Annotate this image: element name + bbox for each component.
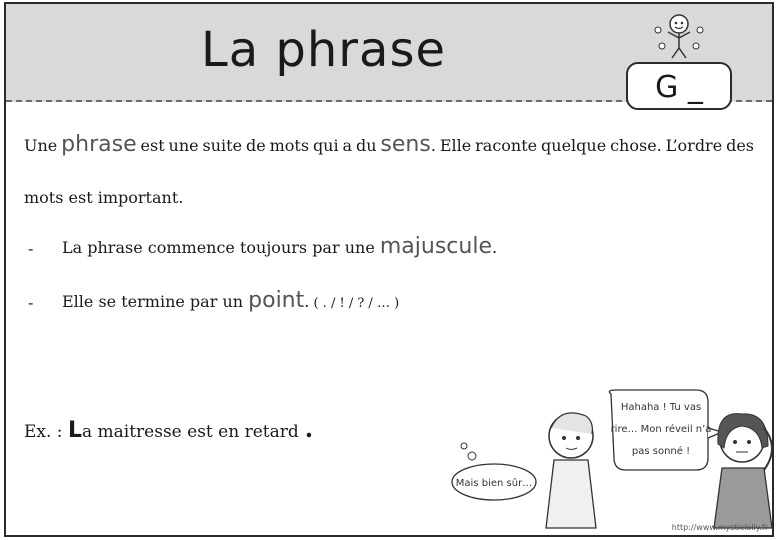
example-label: Ex. : xyxy=(24,422,68,442)
definition-word: suite xyxy=(202,136,243,155)
bubble-right-line-3: pas sonné ! xyxy=(631,446,691,457)
definition-word: qui xyxy=(312,136,339,155)
bubble-right-line-1: Hahaha ! Tu vas xyxy=(620,402,702,413)
punctuation-marks: ( . / ! / ? / … ) xyxy=(309,296,400,311)
keyword-sens: sens xyxy=(380,132,431,157)
rule-uppercase xyxy=(62,234,497,259)
teacher-student-illustration xyxy=(446,388,774,530)
page-title: La phrase xyxy=(201,22,446,78)
bubble-right-line-2: rire… Mon réveil n’a xyxy=(610,424,712,435)
definition-word: de xyxy=(245,136,266,155)
definition-word: raconte xyxy=(475,136,538,155)
keyword-sens-group xyxy=(380,132,436,157)
rule-dash: - xyxy=(28,239,34,258)
mascot-icon xyxy=(644,8,714,60)
rule-text: Elle se termine par un xyxy=(62,292,249,311)
definition-word: du xyxy=(355,136,377,155)
definition-line-2: mots est important. xyxy=(24,188,184,207)
rule-dash: - xyxy=(28,293,34,312)
definition-word: a xyxy=(342,136,353,155)
definition-word: . xyxy=(430,136,436,155)
example-end-mark: . xyxy=(304,414,314,443)
definition-word: mots xyxy=(269,136,310,155)
definition-word: Une xyxy=(24,136,58,155)
example-capital: L xyxy=(67,418,82,443)
lesson-code-badge: G _ xyxy=(626,62,732,110)
definition-word: des xyxy=(726,136,754,155)
definition-word: est xyxy=(140,136,165,155)
definition-word: chose. xyxy=(610,136,662,155)
bubble-left-text: Mais bien sûr… xyxy=(455,478,533,489)
keyword-point: point xyxy=(248,288,305,313)
definition-word: une xyxy=(168,136,199,155)
keyword-phrase: phrase xyxy=(61,132,137,157)
rule-text: La phrase commence toujours par une xyxy=(62,238,380,257)
rule-punctuation xyxy=(62,288,399,313)
example-sentence xyxy=(24,414,313,443)
definition-word: L’ordre xyxy=(665,136,723,155)
example-text: a maitresse est en retard xyxy=(81,422,299,442)
rule-text: . xyxy=(492,238,498,257)
keyword-majuscule: majuscule xyxy=(379,234,492,259)
definition-word: Elle xyxy=(439,136,472,155)
rule-text: . xyxy=(304,292,310,311)
worksheet-card xyxy=(4,2,774,537)
source-credit: http://www.mysticlolly.fr xyxy=(671,523,768,532)
definition-line-1 xyxy=(24,132,754,157)
definition-word: quelque xyxy=(541,136,607,155)
